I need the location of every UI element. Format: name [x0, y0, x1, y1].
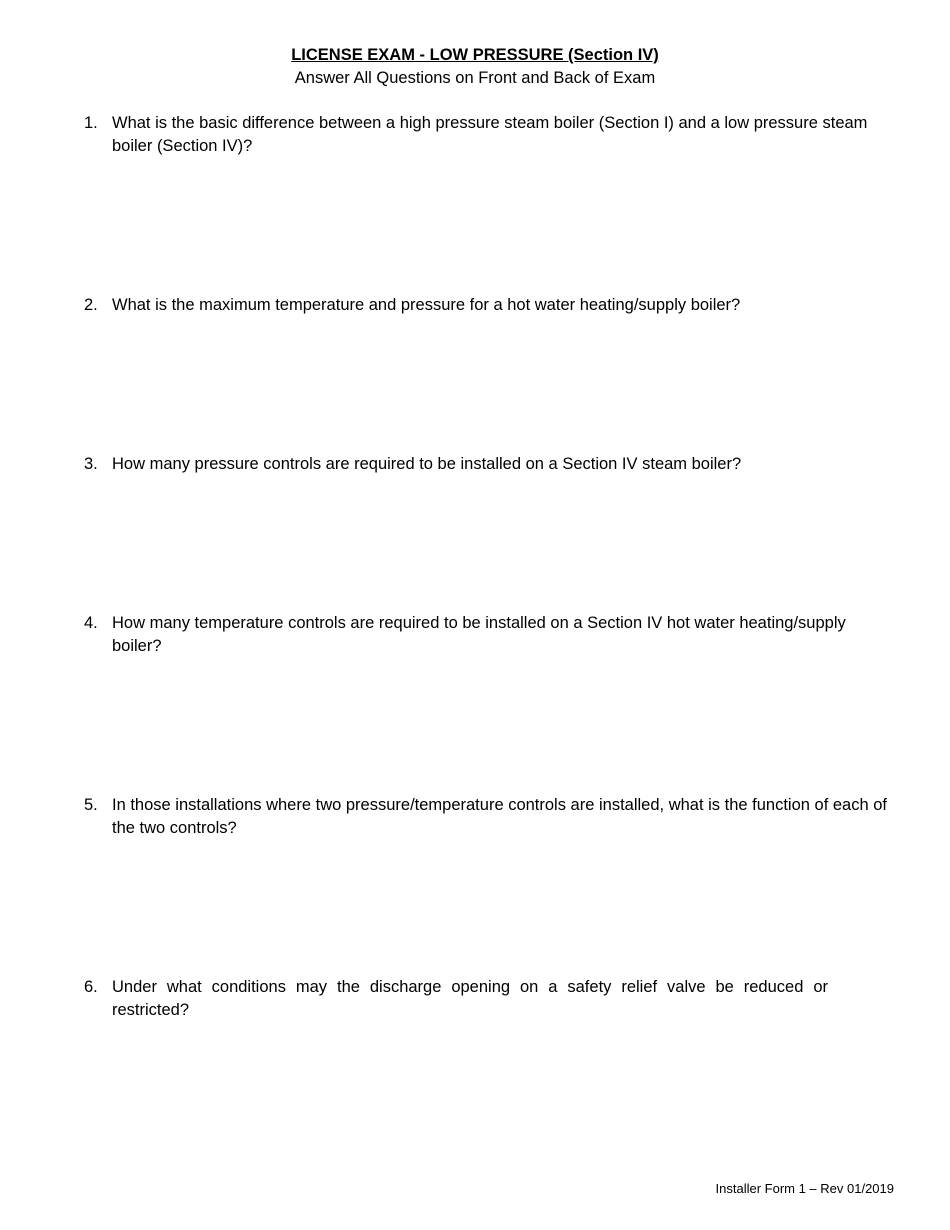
form-revision-label: Installer Form 1 – Rev 01/2019: [715, 1181, 894, 1196]
question-number: 4.: [84, 614, 98, 632]
question-text: In those installations where two pressure/temperature controls are installed, what is the function of each of the two controls?: [112, 796, 888, 837]
question-text: What is the maximum temperature and pressure for a hot water heating/supply boiler?: [112, 296, 741, 314]
question-text: What is the basic difference between a high pressure steam boiler (Section I) and a low pressure steam boiler (Section IV)?: [112, 114, 868, 155]
exam-title-text: LICENSE EXAM - LOW PRESSURE (Section IV): [291, 46, 659, 64]
exam-title: [0, 44, 950, 66]
question-6: [84, 976, 894, 1022]
question-4: [84, 612, 894, 658]
question-text: How many pressure controls are required to be installed on a Section IV steam boiler?: [112, 455, 742, 473]
question-number: 5.: [84, 796, 98, 814]
question-number: 6.: [84, 978, 98, 996]
question-1: [84, 112, 894, 158]
question-2: [84, 294, 894, 317]
question-text: How many temperature controls are required to be installed on a Section IV hot water heating/supply boiler?: [112, 614, 846, 655]
question-number: 1.: [84, 114, 98, 132]
question-number: 3.: [84, 455, 98, 473]
question-number: 2.: [84, 296, 98, 314]
exam-subtitle: Answer All Questions on Front and Back of Exam: [294, 69, 656, 87]
question-text: Under what conditions may the discharge opening on a safety relief valve be reduced or restricted?: [112, 978, 828, 1019]
question-3: [84, 453, 894, 476]
question-5: [84, 794, 894, 840]
